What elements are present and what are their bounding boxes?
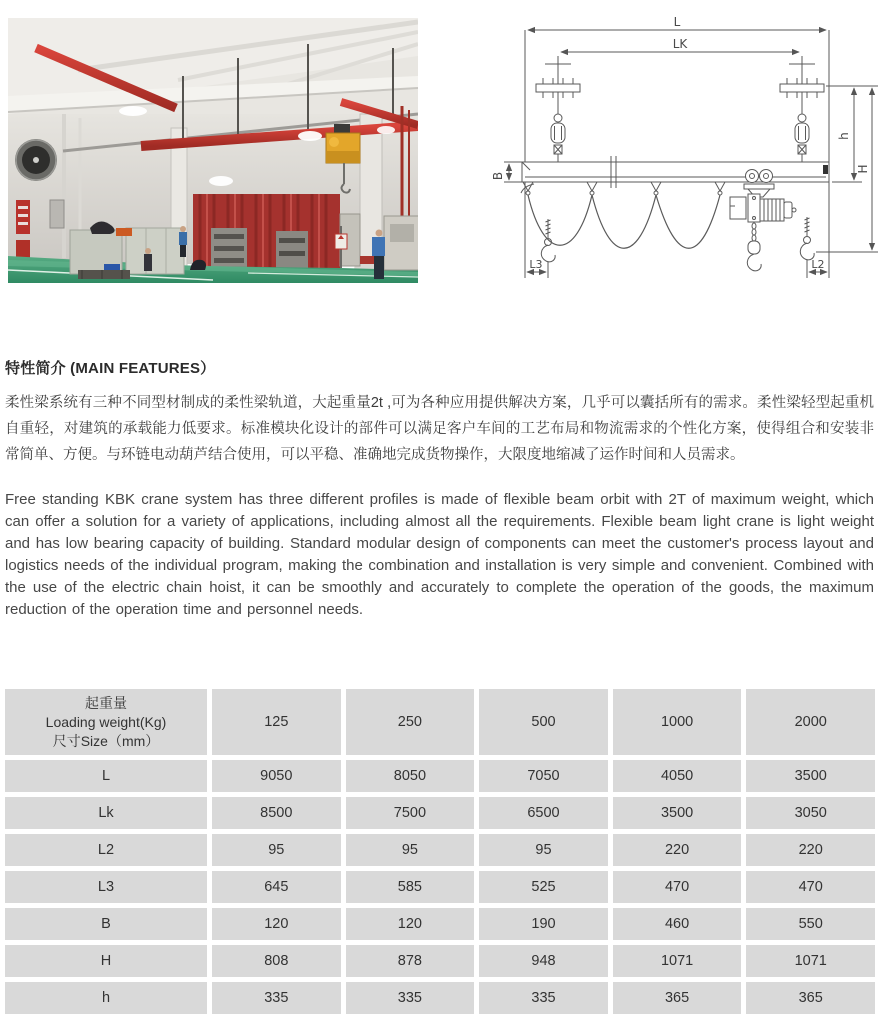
spec-cell: 7050 [479,760,608,792]
suspension-right [780,56,824,162]
spec-cell: 948 [479,945,608,977]
hoist-hook [747,254,761,271]
dim-label-h-big: H [856,164,870,174]
suspension-left [536,56,580,162]
beam [521,156,829,193]
features-paragraph-cn: 柔性梁系统有三种不同型材制成的柔性梁轨道，大起重量2t ,可为各种应用提供解决方案，几乎可以囊括所有的需求。柔性梁轻型起重机自重轻，对建筑的承载能力低要求。标准模块化设计的部件可以满足客户车间的工艺布局和物流需求的个性化方案，使得组合和安装非常简单、方便。与环链电动葫芦结合使用，可以平稳、准确地完成货物操作，大限度地缩减了运作时间和人员需求。 [5,395,874,463]
wall-fan [15,139,57,181]
spec-cell: 120 [212,908,341,940]
hook-right [800,217,814,260]
spec-cell: 470 [613,871,742,903]
spec-cell: 4050 [613,760,742,792]
corner-header-line3: 尺寸Size（mm） [52,732,160,749]
spec-cell: 7500 [346,797,475,829]
spec-column-header: 500 [479,689,608,755]
features-paragraph-en: Free standing KBK crane system has three different profiles is made of flexible beam orbit with 2T of maximum weight, which can offer a solution for a variety of applications, including almost all the requirements. Flexible beam light crane is light weight and has low bearing capacity of building. Standard modular design of components can meet the customer's process layout and logistics needs of the individual program, making the combination and installation is very simple and convenient. Combined with the use of the electric chain hoist, it can be smoothly and accurately to complete the operation of the goods, the maximum reduction of the operation time and personnel needs. [5,491,874,618]
spec-cell: 470 [746,871,875,903]
spec-row-label: L2 [5,834,207,866]
wall-cabinet [50,200,64,228]
spec-cell: 1071 [746,945,875,977]
dim-label-l2: L2 [811,258,825,271]
spec-cell: 1071 [613,945,742,977]
machines-left [70,221,184,279]
spec-row-label: Lk [5,797,207,829]
spec-cell: 6500 [479,797,608,829]
dim-label-h-small: h [837,132,851,140]
spec-cell: 808 [212,945,341,977]
spec-column-header: 2000 [746,689,875,755]
spec-cell: 190 [479,908,608,940]
corner-header-line2: Loading weight(Kg) [45,713,167,730]
spec-cell: 8500 [212,797,341,829]
spec-row-label: L [5,760,207,792]
spec-cell: 3500 [746,760,875,792]
dim-label-lk: LK [672,37,688,51]
spec-cell: 3050 [746,797,875,829]
crane-diagram [482,14,880,286]
spec-cell: 3500 [613,797,742,829]
spec-cell: 335 [479,982,608,1014]
spec-cell: 365 [613,982,742,1014]
festoon-cable [523,182,725,248]
spec-row-label: h [5,982,207,1014]
spec-row-label: B [5,908,207,940]
dim-label-l3: L3 [529,258,543,271]
spec-cell: 8050 [346,760,475,792]
spec-cell: 365 [746,982,875,1014]
spec-cell: 585 [346,871,475,903]
spec-cell: 95 [479,834,608,866]
dim-label-l: L [673,15,681,29]
spec-cell: 335 [212,982,341,1014]
spec-cell: 9050 [212,760,341,792]
spec-cell: 525 [479,871,608,903]
spec-table-corner-header [5,689,207,755]
spec-cell: 878 [346,945,475,977]
spec-cell: 645 [212,871,341,903]
spec-cell: 120 [346,908,475,940]
spec-row-label: H [5,945,207,977]
spec-cell: 335 [346,982,475,1014]
corner-header-line1: 起重量 [85,694,127,711]
spec-cell: 220 [613,834,742,866]
spec-row-label: L3 [5,871,207,903]
technical-diagram [482,14,880,286]
workshop-photo-art [8,18,418,283]
hoist-trolley [730,170,796,271]
spec-column-header: 125 [212,689,341,755]
spec-cell: 550 [746,908,875,940]
features-heading: 特性简介 (MAIN FEATURES） [5,360,216,377]
spec-cell: 95 [212,834,341,866]
welding-curtains [193,194,340,270]
spec-table [5,689,875,1014]
dim-label-b: B [491,171,505,181]
spec-cell: 95 [346,834,475,866]
spec-column-header: 1000 [613,689,742,755]
spec-cell: 460 [613,908,742,940]
workshop-photo [8,18,418,283]
spec-column-header: 250 [346,689,475,755]
spec-cell: 220 [746,834,875,866]
